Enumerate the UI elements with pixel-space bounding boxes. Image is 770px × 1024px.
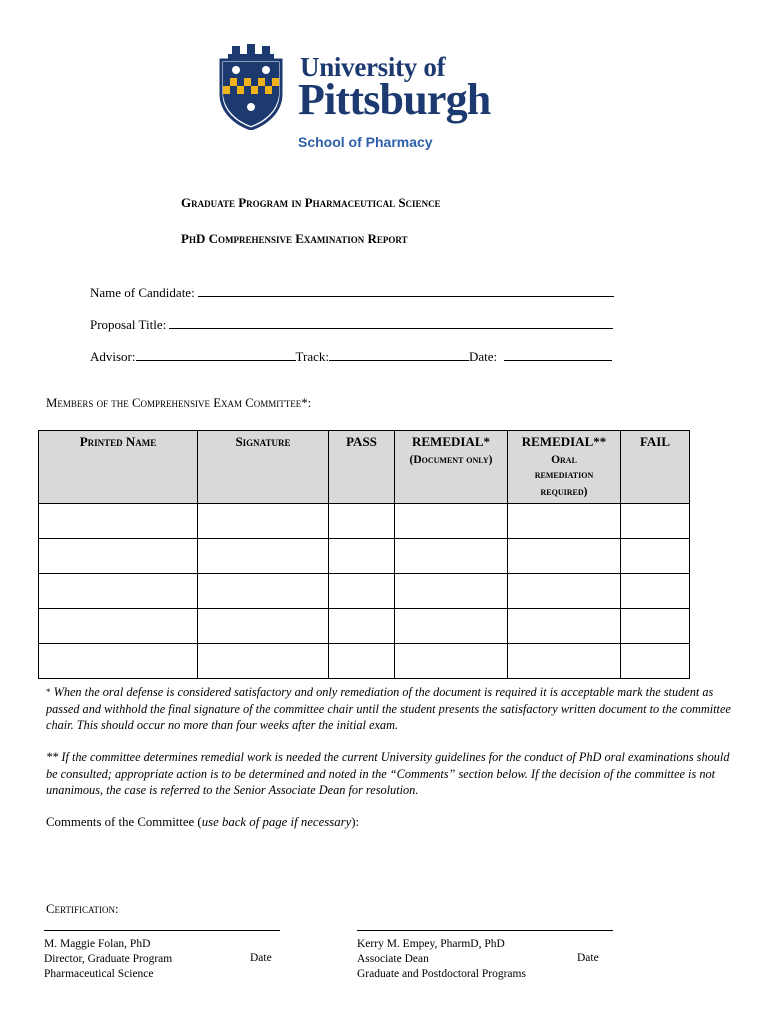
left-signer-title: Director, Graduate Program — [44, 953, 173, 965]
university-logo — [218, 44, 491, 156]
advisor-row — [90, 348, 612, 365]
signature-cell[interactable] — [198, 574, 329, 609]
right-signature-block — [357, 930, 613, 982]
remedial-document-cell[interactable] — [395, 644, 508, 679]
pass-cell[interactable] — [329, 644, 395, 679]
committee-heading: Members of the Comprehensive Exam Committee*: — [46, 396, 312, 410]
logo-line1: University of — [300, 52, 446, 82]
logo-line2: Pittsburgh — [298, 75, 491, 124]
remedial-oral-cell[interactable] — [508, 504, 621, 539]
track-input-line[interactable] — [329, 348, 469, 361]
comments-label — [46, 815, 359, 830]
comments-label-italic: use back of page if necessary — [201, 815, 352, 829]
shield-icon — [218, 44, 284, 130]
col-pass: PASS — [329, 431, 395, 504]
proposal-input-line[interactable] — [169, 316, 613, 329]
remedial-oral-cell[interactable] — [508, 609, 621, 644]
col-remedial-oral: REMEDIAL** Oral remediation required) — [508, 431, 621, 504]
fail-cell[interactable] — [621, 504, 690, 539]
track-label: Track: — [295, 349, 329, 364]
signature-cell[interactable] — [198, 644, 329, 679]
note1-marker: * — [46, 687, 51, 697]
date-label: Date: — [468, 349, 498, 364]
remedial-oral-cell[interactable] — [508, 539, 621, 574]
fail-cell[interactable] — [621, 539, 690, 574]
name-cell[interactable] — [39, 504, 198, 539]
remedial-document-cell[interactable] — [395, 609, 508, 644]
candidate-label: Name of Candidate: — [90, 285, 195, 300]
logo-school: School of Pharmacy — [298, 134, 433, 150]
fail-cell[interactable] — [621, 574, 690, 609]
committee-table — [38, 430, 690, 679]
right-signer-dept: Graduate and Postdoctoral Programs — [357, 968, 526, 980]
proposal-field — [90, 316, 613, 333]
note1-text: When the oral defense is considered satisfactory and only remediation of the document is required it is acceptable mark the student as passed and withhold the final signature of the committee chair until the student presents the satisfactory written document to the committee chair. This should occur no more than four weeks after the initial exam. — [46, 685, 731, 732]
left-signer-dept: Pharmaceutical Science — [44, 968, 154, 980]
report-title: PhD Comprehensive Examination Report — [181, 231, 408, 246]
right-date-label: Date — [577, 952, 599, 964]
pass-cell[interactable] — [329, 609, 395, 644]
remedial-oral-sub2: remediation required) — [534, 469, 594, 498]
left-signature-block — [44, 930, 280, 982]
certification-heading: Certification: — [46, 902, 119, 916]
signature-cell[interactable] — [198, 539, 329, 574]
left-date-label: Date — [250, 952, 272, 964]
left-signature-line[interactable] — [44, 930, 280, 931]
name-cell[interactable] — [39, 574, 198, 609]
pass-cell[interactable] — [329, 539, 395, 574]
table-row — [39, 644, 690, 679]
right-signer-name: Kerry M. Empey, PharmD, PhD — [357, 938, 505, 950]
candidate-field — [90, 284, 614, 301]
remedial-document-cell[interactable] — [395, 539, 508, 574]
remedial-oral-cell[interactable] — [508, 644, 621, 679]
signature-cell[interactable] — [198, 504, 329, 539]
date-input-line[interactable] — [504, 348, 612, 361]
remedial-document-cell[interactable] — [395, 504, 508, 539]
remedial-document-cell[interactable] — [395, 574, 508, 609]
fail-cell[interactable] — [621, 644, 690, 679]
table-row — [39, 609, 690, 644]
proposal-label: Proposal Title: — [90, 317, 167, 332]
advisor-label: Advisor: — [90, 349, 136, 364]
table-row — [39, 504, 690, 539]
candidate-input-line[interactable] — [198, 284, 614, 297]
fail-cell[interactable] — [621, 609, 690, 644]
pass-cell[interactable] — [329, 574, 395, 609]
remedial-oral-sub1: Oral — [551, 454, 577, 466]
comments-label-end: ): — [351, 815, 360, 829]
name-cell[interactable] — [39, 644, 198, 679]
remedial-oral-cell[interactable] — [508, 574, 621, 609]
table-row — [39, 539, 690, 574]
comments-label-text: Comments of the Committee ( — [46, 815, 202, 829]
col-printed-name: Printed Name — [39, 431, 198, 504]
note-document-remediation — [46, 684, 736, 734]
name-cell[interactable] — [39, 609, 198, 644]
name-cell[interactable] — [39, 539, 198, 574]
program-title: Graduate Program in Pharmaceutical Science — [181, 195, 441, 210]
col-fail: FAIL — [621, 431, 690, 504]
right-signer-title: Associate Dean — [357, 953, 429, 965]
right-signature-line[interactable] — [357, 930, 613, 931]
signature-cell[interactable] — [198, 609, 329, 644]
left-signer-name: M. Maggie Folan, PhD — [44, 938, 151, 950]
comments-area[interactable] — [46, 836, 736, 896]
col-remedial-document: REMEDIAL* (Document only) — [395, 431, 508, 504]
table-header-row — [39, 431, 690, 504]
note-oral-remediation: ** If the committee determines remedial work is needed the current University guidelines for the conduct of PhD oral examinations should be consulted; appropriate action is to be determined and noted in the “Comments” section below. If the decision of the committee is not unanimous, the case is referred to the Senior Associate Dean for resolution. — [46, 750, 730, 797]
col-signature: Signature — [198, 431, 329, 504]
pass-cell[interactable] — [329, 504, 395, 539]
advisor-input-line[interactable] — [136, 348, 296, 361]
remedial-document-sub: (Document only) — [409, 454, 493, 466]
table-row — [39, 574, 690, 609]
